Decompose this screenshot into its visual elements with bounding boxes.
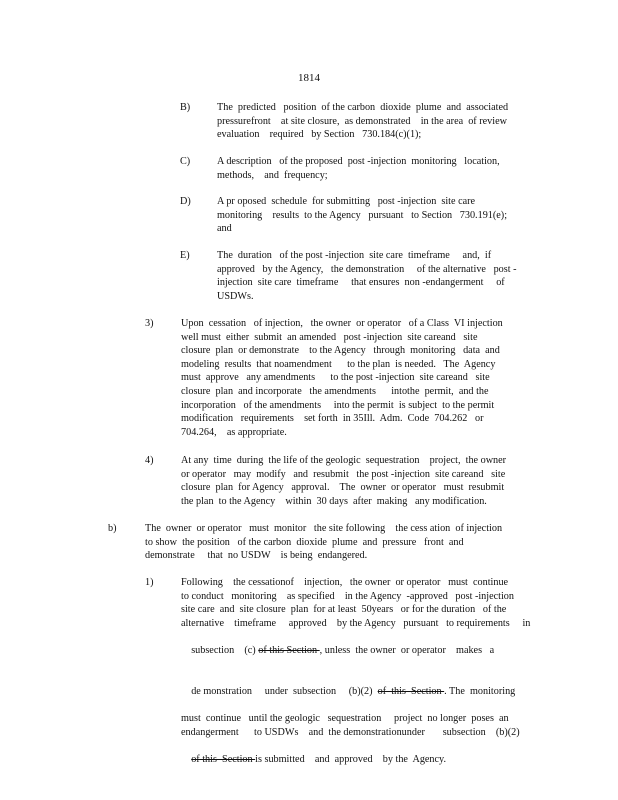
text-line: USDWs. (217, 290, 254, 302)
text-line (181, 739, 539, 780)
item-label-D: D) (180, 196, 191, 207)
text-line: A pr oposed schedule for submitting post -injection site care (217, 196, 476, 207)
text-fragment: de monstration under subsection (b)(2) (191, 685, 378, 697)
text-line: modification requirements set forth in 35Ill. Adm. Code 704.262 or (181, 413, 484, 425)
text-line: The owner or operator must monitor the site following the cess ation of injection (145, 523, 503, 534)
text-line: well must either submit an amended post -injection site careand site (181, 331, 478, 343)
text-line: or operator may modify and resubmit the post -injection site careand site (181, 468, 506, 480)
item-label-B: B) (180, 102, 191, 113)
text-fragment: , unless the owner or operator makes a (319, 644, 495, 656)
text-line: site care and site closure plan for at least 50years or for the duration of the (181, 604, 507, 616)
struck-text: of this Section (191, 753, 256, 765)
text-fragment: is submitted and approved by the Agency. (255, 753, 447, 765)
text-line: Following the cessationof injection, the owner or operator must continue (181, 577, 509, 588)
text-line: alternative timeframe approved by the Agency pursuant to requirements in (181, 617, 531, 629)
text-line: A description of the proposed post -injection monitoring location, (217, 156, 500, 167)
item-text-1 (181, 576, 539, 780)
text-line: to conduct monitoring as specified in the Agency -approved post -injection (181, 590, 514, 602)
text-line: endangerment to USDWs and the demonstrationunder subsection (b)(2) (181, 726, 520, 738)
text-line: modeling results that noamendment to the plan is needed. The Agency (181, 358, 496, 370)
text-line: methods, and frequency; (217, 169, 328, 181)
text-line: closure plan and incorporate the amendments intothe permit, and the (181, 385, 489, 397)
text-fragment: subsection (c) (191, 644, 259, 656)
text-line: injection site care timeframe that ensures non -endangerment of (217, 277, 505, 289)
text-line: Upon cessation of injection, the owner or operator of a Class VI injection (181, 318, 503, 329)
text-line: At any time during the life of the geologic sequestration project, the owner (181, 455, 507, 466)
text-line: closure plan for Agency approval. The owner or operator must resubmit (181, 482, 505, 494)
text-line: closure plan or demonstrate to the Agency through monitoring data and (181, 345, 500, 357)
text-fragment: . The monitoring (444, 685, 516, 697)
text-line (181, 671, 539, 712)
text-line: pressurefront at site closure, as demonstrated in the area of review (217, 115, 507, 127)
item-label-3: 3) (145, 318, 154, 329)
struck-text: of this Section (258, 644, 320, 656)
text-line: to show the position of the carbon dioxide plume and pressure front and (145, 536, 464, 548)
item-text-C (217, 155, 535, 182)
text-line: incorporation of the amendments into the permit is subject to the permit (181, 399, 495, 411)
item-text-E (217, 249, 537, 303)
text-line: approved by the Agency, the demonstration of the alternative post - (217, 263, 517, 275)
item-label-b: b) (108, 523, 117, 534)
text-line (181, 630, 539, 671)
item-label-4: 4) (145, 455, 154, 466)
item-label-1: 1) (145, 577, 154, 588)
text-line: must approve any amendments to the post -injection site careand site (181, 372, 490, 384)
item-text-B (217, 101, 535, 142)
struck-text: of this Section (377, 685, 445, 697)
text-line: and (217, 223, 232, 235)
text-line: must continue until the geologic sequestration project no longer poses an (181, 712, 509, 724)
item-text-4 (181, 454, 539, 508)
item-label-E: E) (180, 250, 190, 261)
page-number: 1814 (298, 72, 320, 84)
text-line: demonstrate that no USDW is being endangered. (145, 550, 368, 562)
item-text-3 (181, 317, 534, 439)
text-line: 704.264, as appropriate. (181, 426, 287, 438)
item-label-C: C) (180, 156, 191, 167)
text-line: The predicted position of the carbon dioxide plume and associated (217, 102, 509, 113)
text-line: evaluation required by Section 730.184(c)(1); (217, 129, 422, 141)
item-text-b (145, 522, 528, 563)
item-text-D (217, 195, 535, 236)
text-line: The duration of the post -injection site care timeframe and, if (217, 250, 492, 261)
text-line: monitoring results to the Agency pursuant to Section 730.191(e); (217, 209, 508, 221)
text-line: the plan to the Agency within 30 days after making any modification. (181, 495, 487, 507)
